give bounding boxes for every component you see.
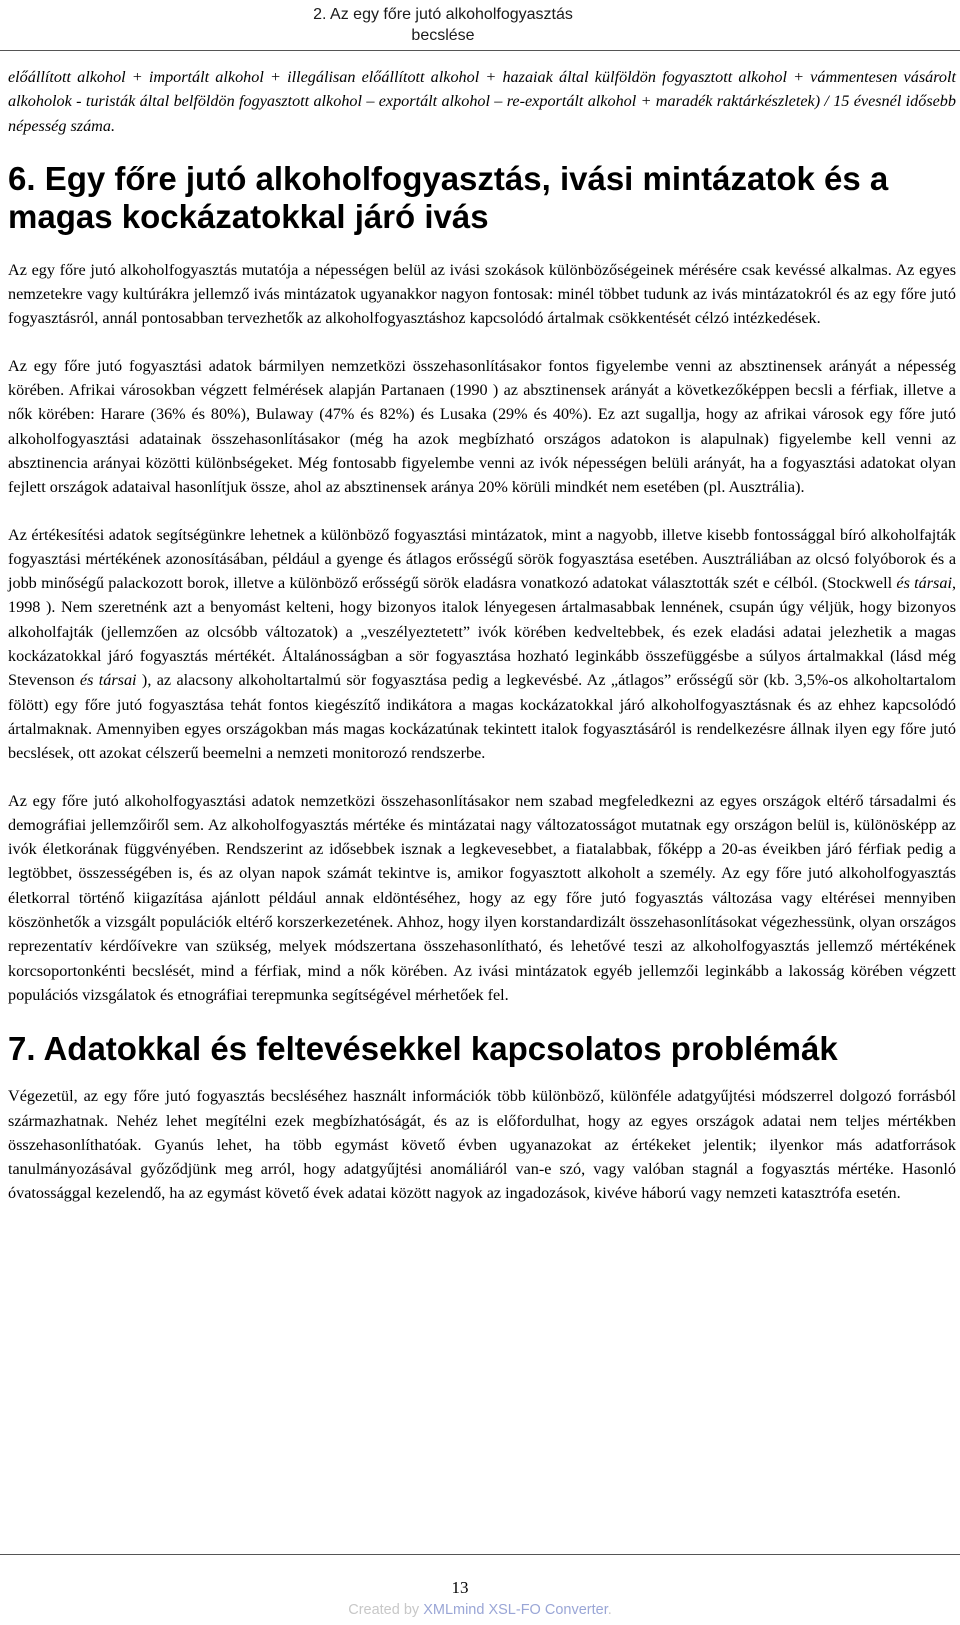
- section-6-heading: 6. Egy főre jutó alkoholfogyasztás, ivási mintázatok és a magas kockázatokkal járó ivás: [8, 159, 889, 235]
- credit-prefix: Created by: [348, 1602, 424, 1618]
- header-divider: [0, 50, 960, 51]
- page-number: 13: [451, 1578, 469, 1597]
- section-6-paragraph-4: Az egy főre jutó alkoholfogyasztási adatok nemzetközi összehasonlításakor nem szabad megfeledkezni az egyes országok eltérő társadalmi és demográfiai jellemzőiről sem. Az alkoholfogyasztás mértéke és mintázatai nagy változatosságot mutatnak egy országon belül is, különösképp az ivók életkorának függvényében. Rendszerint az idősebbek isznak a legkevesebbet, a fiatalabbak, főképp a 20-as éveikben járó férfiak pedig a legtöbbet, összességében is, és az olyan napok számát tekintve is, amikor fogyasztott alkoholt a személy. Az egy főre jutó alkoholfogyasztás életkorral történő kiigazítása ajánlott például annak eldöntéséhez, hogy az egy főre jutó fogyasztás változása vagy eltérései mennyiben köszönhetők a vizsgált populációk eltérő korszerkezetének. Ahhoz, hogy ilyen korstandardizált összehasonlításokat végezhessünk, olyan országos reprezentatív kérdőívekre van szükség, melyek módszertana összehasonlítható, és lehetővé teszi az alkoholfogyasztás jellemző mértékének korcsoportonkénti becslését, mind a férfiak, mind a nők körében. Az ivási mintázatok egyéb jellemzői leginkább a lakosság körében végzett populációs vizsgálatok és etnográfiai terepmunka segítségével mérhetőek fel.: [8, 791, 956, 1004]
- converter-credit: [310, 1601, 650, 1619]
- citation-et-al: és társai: [79, 671, 137, 690]
- paragraph-3-text-c: ), az alacsony alkoholtartalmú sör fogyasztása pedig a legkevésbé. Az „átlagos” erősségű sör (kb. 3,5%-os alkoholtartalom fölött) egy főre jutó fogyasztása tehát fontos kiegészítő indikátora a magas kockázatokkal járó alkoholfogyasztásnak és az ehhez kapcsolódó ártalmaknak. Amennyiben egyes országokban más magas kockázatúnak tekintett italok fogyasztásáról is rendelkezésre állnak ilyen egy főre jutó becslések, ott azokat célszerű beemelni a nemzeti monitorozó rendszerbe.: [8, 671, 956, 763]
- credit-suffix: .: [607, 1602, 612, 1618]
- citation-et-al: és társai: [896, 574, 952, 593]
- running-header: 2. Az egy főre jutó alkoholfogyasztás becslése: [313, 6, 573, 44]
- paragraph-3-text-b: , 1998 ). Nem szeretnénk azt a benyomást kelteni, hogy bizonyos italok lényegesen ártalmasabbak lennének, csupán úgy véljük, hogy bizonyos alkoholfajták (jellemzően az olcsóbb változatok) a „veszélyeztetett” ivók körében kedveltebbek, és ezek eladási adatai jelezhetik a magas kockázatokkal járó fogyasztás mértékét. Általánosságban a sör fogyasztása hozható leginkább összefüggésbe a súlyos ártalmakkal (lásd még Stevenson: [8, 574, 956, 690]
- converter-brand-link[interactable]: XMLmind XSL-FO Converter: [423, 1602, 608, 1618]
- section-6-paragraph-3: [8, 523, 956, 766]
- section-7-paragraph-1: Végezetül, az egy főre jutó fogyasztás becsléséhez használt információk több különböző, különféle adatgyűjtési módszerrel dolgozó forrásból származhatnak. Nehéz lehet megítélni ezek megbízhatóságát, és az is előfordulhat, hogy az egyes országok adatai nem teljes mértékben összehasonlíthatóak. Gyanús lehet, ha több egymást követő évben ugyanazokat az értékeket jelentik; ilyenkor más adatforrások tanulmányozásával győződjünk meg arról, hogy adatgyűjtési anomáliáról van-e szó, vagy valóban stagnál a fogyasztás mértéke. Hasonló óvatossággal kezelendő, ha az egymást követő évek adatai között nagyok az ingadozások, kivéve háború vagy nemzeti katasztrófa esetén.: [8, 1087, 956, 1203]
- section-6-paragraph-2: Az egy főre jutó fogyasztási adatok bármilyen nemzetközi összehasonlításakor fontos figyelembe venni az absztinensek arányát a népesség körében. Afrikai városokban végzett felmérések alapján Partanaen (1990 ) az absztinensek arányát a következőképpen becsli a férfiak, illetve a nők körében: Harare (36% és 80%), Bulaway (47% és 82%) és Lusaka (29% és 40%). Ez azt sugallja, hogy az afrikai városok egy főre jutó alkoholfogyasztási adatainak összehasonlításakor (még ha azok megbízható országos adatokon is alapulnak) figyelembe kell venni az absztinencia arányai közötti különbségeket. Még fontosabb figyelembe venni az ivók népességen belüli arányát, ha a fogyasztási adatokat olyan fejlett országok adataival hasonlítjuk össze, ahol az absztinensek aránya 20% körüli mindkét nem esetében (pl. Ausztrália).: [8, 356, 956, 497]
- paragraph-3-text-a: Az értékesítési adatok segítségünkre lehetnek a különböző fogyasztási mintázatok, mint a nagyobb, illetve kisebb fontossággal bíró alkoholfajták fogyasztási mértékének azonosításában, például a gyenge és átlagos erősségű sörök fogyasztása esetében. Ausztráliában az olcsó folyóborok és a jobb minőségű palackozott borok, illetve a különböző erősségű sörök eladásra vonatkozó adatokat választották szét e célból. (Stockwell: [8, 525, 956, 593]
- formula-continuation: előállított alkohol + importált alkohol + illegálisan előállított alkohol + hazaiak által külföldön fogyasztott alkohol + vámmentesen vásárolt alkoholok - turisták által belföldön fogyasztott alkohol – exportált alkohol – re-exportált alkohol + maradék raktárkészletek) / 15 évesnél idősebb népesség száma.: [8, 68, 956, 135]
- section-6-paragraph-1: Az egy főre jutó alkoholfogyasztás mutatója a népességen belül az ivási szokások különbözőségeinek mérésére csak kevéssé alkalmas. Az egyes nemzetekre vagy kultúrákra jellemző ivás mintázatok ugyanakkor nagyon fontosak: minél többet tudunk az ivás mintázatokról és az egy főre jutó fogyasztásról, annál pontosabban tervezhetők az alkoholfogyasztáshoz kapcsolódó ártalmak csökkentését célzó intézkedések.: [8, 260, 956, 328]
- footer-divider: [0, 1554, 960, 1555]
- section-7-heading: 7. Adatokkal és feltevésekkel kapcsolatos problémák: [8, 1030, 838, 1068]
- page-content: [8, 65, 956, 1229]
